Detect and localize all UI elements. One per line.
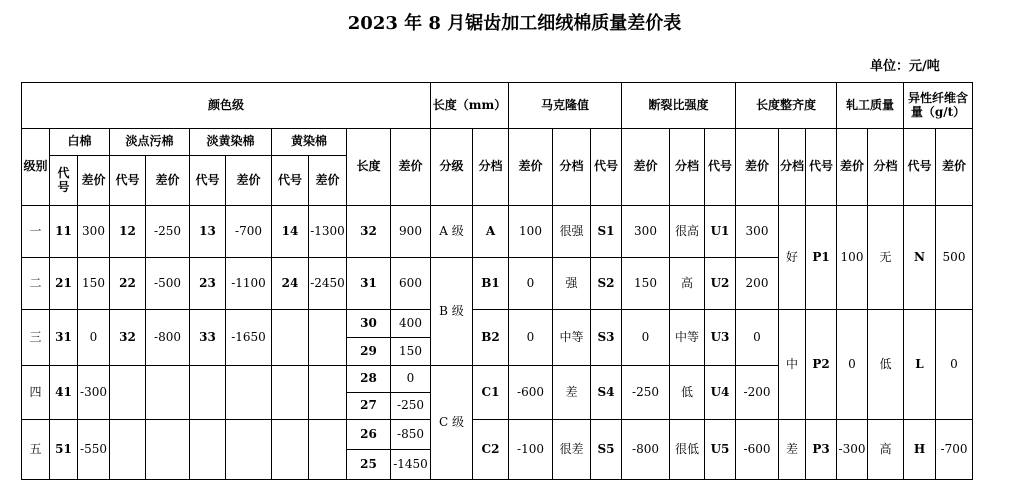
white-cotton-header: 白棉 <box>50 129 110 156</box>
strength-diff-cell: -800 <box>622 420 670 480</box>
length-cell: 32 <box>347 206 391 258</box>
lyellow-diff-cell <box>226 366 272 420</box>
spot-diff-cell: -500 <box>146 258 190 310</box>
ginning-tier-header: 分档 <box>779 129 806 206</box>
uniformity-code-cell: U1 <box>705 206 736 258</box>
mic-tier-cell: B2 <box>473 310 509 366</box>
strength-code-cell: S4 <box>591 366 622 420</box>
ginning-diff-cell: -300 <box>837 420 868 480</box>
unit-label: 单位：元/吨 <box>870 59 940 74</box>
length-cell: 27 <box>347 393 391 420</box>
strength-tier-cell: 差 <box>553 366 591 420</box>
lyellow-diff-header: 差价 <box>226 156 272 206</box>
grade-cell: 二 <box>22 258 50 310</box>
strength-diff-cell: -250 <box>622 366 670 420</box>
uniformity-diff-cell: -600 <box>736 420 779 480</box>
length-diff-cell: 900 <box>391 206 431 258</box>
grade-cell: 四 <box>22 366 50 420</box>
strength-code-cell: S3 <box>591 310 622 366</box>
length-cell: 29 <box>347 338 391 366</box>
length-cell: 31 <box>347 258 391 310</box>
white-diff-cell: -300 <box>78 366 110 420</box>
yellow-diff-header: 差价 <box>309 156 347 206</box>
strength-tier-cell: 中等 <box>553 310 591 366</box>
strength-tier-cell: 很强 <box>553 206 591 258</box>
lyellow-code-cell: 23 <box>190 258 226 310</box>
uniformity-tier-cell: 低 <box>670 366 705 420</box>
yellow-diff-cell <box>309 310 347 366</box>
foreign-code-cell: N <box>904 206 936 310</box>
spot-code-cell: 32 <box>110 310 146 366</box>
lyellow-code-cell: 13 <box>190 206 226 258</box>
mic-tier-header: 分档 <box>473 129 509 206</box>
foreign-diff-cell: 500 <box>936 206 973 310</box>
ginning-tier-cell: 差 <box>779 420 806 480</box>
grade-cell: 三 <box>22 310 50 366</box>
ginning-diff-cell: 0 <box>837 310 868 420</box>
spot-diff-cell <box>146 420 190 480</box>
yellow-diff-cell: -1300 <box>309 206 347 258</box>
foreign-diff-header: 差价 <box>936 129 973 206</box>
grade-cell: 一 <box>22 206 50 258</box>
mic-diff-cell: 100 <box>509 206 553 258</box>
foreign-tier-cell: 高 <box>868 420 904 480</box>
uniformity-code-cell: U5 <box>705 420 736 480</box>
spot-diff-header: 差价 <box>146 156 190 206</box>
length-diff-cell: 0 <box>391 366 431 393</box>
length-cell: 26 <box>347 420 391 450</box>
white-code-cell: 11 <box>50 206 78 258</box>
uniformity-diff-cell: 200 <box>736 258 779 310</box>
mic-level-cell: B 级 <box>431 258 473 366</box>
white-code-cell: 51 <box>50 420 78 480</box>
strength-diff-cell: 0 <box>622 310 670 366</box>
spot-code-header: 代号 <box>110 156 146 206</box>
mic-diff-header: 差价 <box>509 129 553 206</box>
length-diff-cell: 600 <box>391 258 431 310</box>
strength-header: 断裂比强度 <box>622 83 736 129</box>
strength-tier-cell: 很差 <box>553 420 591 480</box>
yellow-code-cell <box>272 366 309 420</box>
mic-diff-cell: -100 <box>509 420 553 480</box>
ginning-header: 轧工质量 <box>837 83 904 129</box>
white-code-header-text: 代号 <box>57 165 70 194</box>
yellow-code-cell <box>272 310 309 366</box>
length-diff-cell: -250 <box>391 393 431 420</box>
uniformity-tier-cell: 很低 <box>670 420 705 480</box>
mic-tier-cell: A <box>473 206 509 258</box>
strength-tier-cell: 强 <box>553 258 591 310</box>
white-diff-cell: 0 <box>78 310 110 366</box>
ginning-diff-cell: 100 <box>837 206 868 310</box>
page-title: 2023 年 8 月锯齿加工细绒棉质量差价表 <box>347 13 682 34</box>
mic-tier-cell: C2 <box>473 420 509 480</box>
lyellow-code-cell <box>190 366 226 420</box>
length-diff-cell: 150 <box>391 338 431 366</box>
uniformity-diff-header: 差价 <box>736 129 779 206</box>
white-code-cell: 41 <box>50 366 78 420</box>
strength-code-cell: S2 <box>591 258 622 310</box>
length-diff-cell: 400 <box>391 310 431 338</box>
spot-code-cell: 22 <box>110 258 146 310</box>
yellow-code-cell <box>272 420 309 480</box>
ginning-diff-header: 差价 <box>837 129 868 206</box>
white-code-header <box>50 156 78 206</box>
spot-code-cell: 12 <box>110 206 146 258</box>
foreign-tier-header: 分档 <box>868 129 904 206</box>
strength-code-header: 代号 <box>591 129 622 206</box>
spot-diff-cell: -250 <box>146 206 190 258</box>
foreign-code-cell: H <box>904 420 936 480</box>
length-cell: 28 <box>347 366 391 393</box>
length-diff-cell: -850 <box>391 420 431 450</box>
mic-level-header: 分级 <box>431 129 473 206</box>
spot-code-cell <box>110 420 146 480</box>
uniformity-tier-cell: 很高 <box>670 206 705 258</box>
lyellow-diff-cell: -1650 <box>226 310 272 366</box>
uniformity-tier-header: 分档 <box>670 129 705 206</box>
ginning-tier-cell: 好 <box>779 206 806 310</box>
yellow-stained-header: 黄染棉 <box>272 129 347 156</box>
mic-diff-cell: -600 <box>509 366 553 420</box>
uniformity-diff-cell: -200 <box>736 366 779 420</box>
yellow-diff-cell <box>309 366 347 420</box>
white-code-cell: 31 <box>50 310 78 366</box>
foreign-tier-cell: 无 <box>868 206 904 310</box>
foreign-code-header: 代号 <box>904 129 936 206</box>
mic-level-cell: C 级 <box>431 366 473 480</box>
micronaire-header: 马克隆值 <box>509 83 622 129</box>
uniformity-code-cell: U4 <box>705 366 736 420</box>
uniformity-diff-cell: 0 <box>736 310 779 366</box>
mic-tier-cell: B1 <box>473 258 509 310</box>
ginning-code-cell: P1 <box>806 206 837 310</box>
spot-code-cell <box>110 366 146 420</box>
mic-diff-cell: 0 <box>509 310 553 366</box>
length-header: 长度（mm） <box>431 83 509 129</box>
ginning-tier-cell: 中 <box>779 310 806 420</box>
mic-diff-cell: 0 <box>509 258 553 310</box>
foreign-tier-cell: 低 <box>868 310 904 420</box>
foreign-diff-cell: 0 <box>936 310 973 420</box>
mic-level-cell: A 级 <box>431 206 473 258</box>
length-cell: 25 <box>347 450 391 480</box>
color-grade-header: 颜色级 <box>22 83 431 129</box>
mic-tier-cell: C1 <box>473 366 509 420</box>
yellow-code-header: 代号 <box>272 156 309 206</box>
strength-code-cell: S1 <box>591 206 622 258</box>
foreign-fiber-header: 异性纤维含量（g/t） <box>904 83 973 129</box>
strength-diff-header: 差价 <box>622 129 670 206</box>
white-diff-cell: -550 <box>78 420 110 480</box>
white-diff-cell: 300 <box>78 206 110 258</box>
lyellow-diff-cell <box>226 420 272 480</box>
length-diff-header: 差价 <box>391 129 431 206</box>
foreign-code-cell: L <box>904 310 936 420</box>
spot-diff-cell <box>146 366 190 420</box>
white-diff-cell: 150 <box>78 258 110 310</box>
lyellow-diff-cell: -700 <box>226 206 272 258</box>
price-difference-table <box>21 82 973 480</box>
grade-header: 级别 <box>22 129 50 206</box>
strength-diff-cell: 150 <box>622 258 670 310</box>
yellow-code-cell: 24 <box>272 258 309 310</box>
strength-diff-cell: 300 <box>622 206 670 258</box>
spot-diff-cell: -800 <box>146 310 190 366</box>
white-diff-header: 差价 <box>78 156 110 206</box>
light-spotted-header: 淡点污棉 <box>110 129 190 156</box>
lyellow-code-cell: 33 <box>190 310 226 366</box>
uniformity-tier-cell: 中等 <box>670 310 705 366</box>
ginning-code-cell: P3 <box>806 420 837 480</box>
uniformity-diff-cell: 300 <box>736 206 779 258</box>
length-cell: 30 <box>347 310 391 338</box>
length-diff-cell: -1450 <box>391 450 431 480</box>
lyellow-code-cell <box>190 420 226 480</box>
light-yellow-header: 淡黄染棉 <box>190 129 272 156</box>
strength-tier-header: 分档 <box>553 129 591 206</box>
length-col-header: 长度 <box>347 129 391 206</box>
white-code-cell: 21 <box>50 258 78 310</box>
uniformity-tier-cell: 高 <box>670 258 705 310</box>
uniformity-code-cell: U2 <box>705 258 736 310</box>
yellow-code-cell: 14 <box>272 206 309 258</box>
lyellow-diff-cell: -1100 <box>226 258 272 310</box>
lyellow-code-header: 代号 <box>190 156 226 206</box>
uniformity-header: 长度整齐度 <box>736 83 837 129</box>
foreign-diff-cell: -700 <box>936 420 973 480</box>
strength-code-cell: S5 <box>591 420 622 480</box>
ginning-code-cell: P2 <box>806 310 837 420</box>
uniformity-code-header: 代号 <box>705 129 736 206</box>
ginning-code-header: 代号 <box>806 129 837 206</box>
yellow-diff-cell <box>309 420 347 480</box>
yellow-diff-cell: -2450 <box>309 258 347 310</box>
uniformity-code-cell: U3 <box>705 310 736 366</box>
grade-cell: 五 <box>22 420 50 480</box>
